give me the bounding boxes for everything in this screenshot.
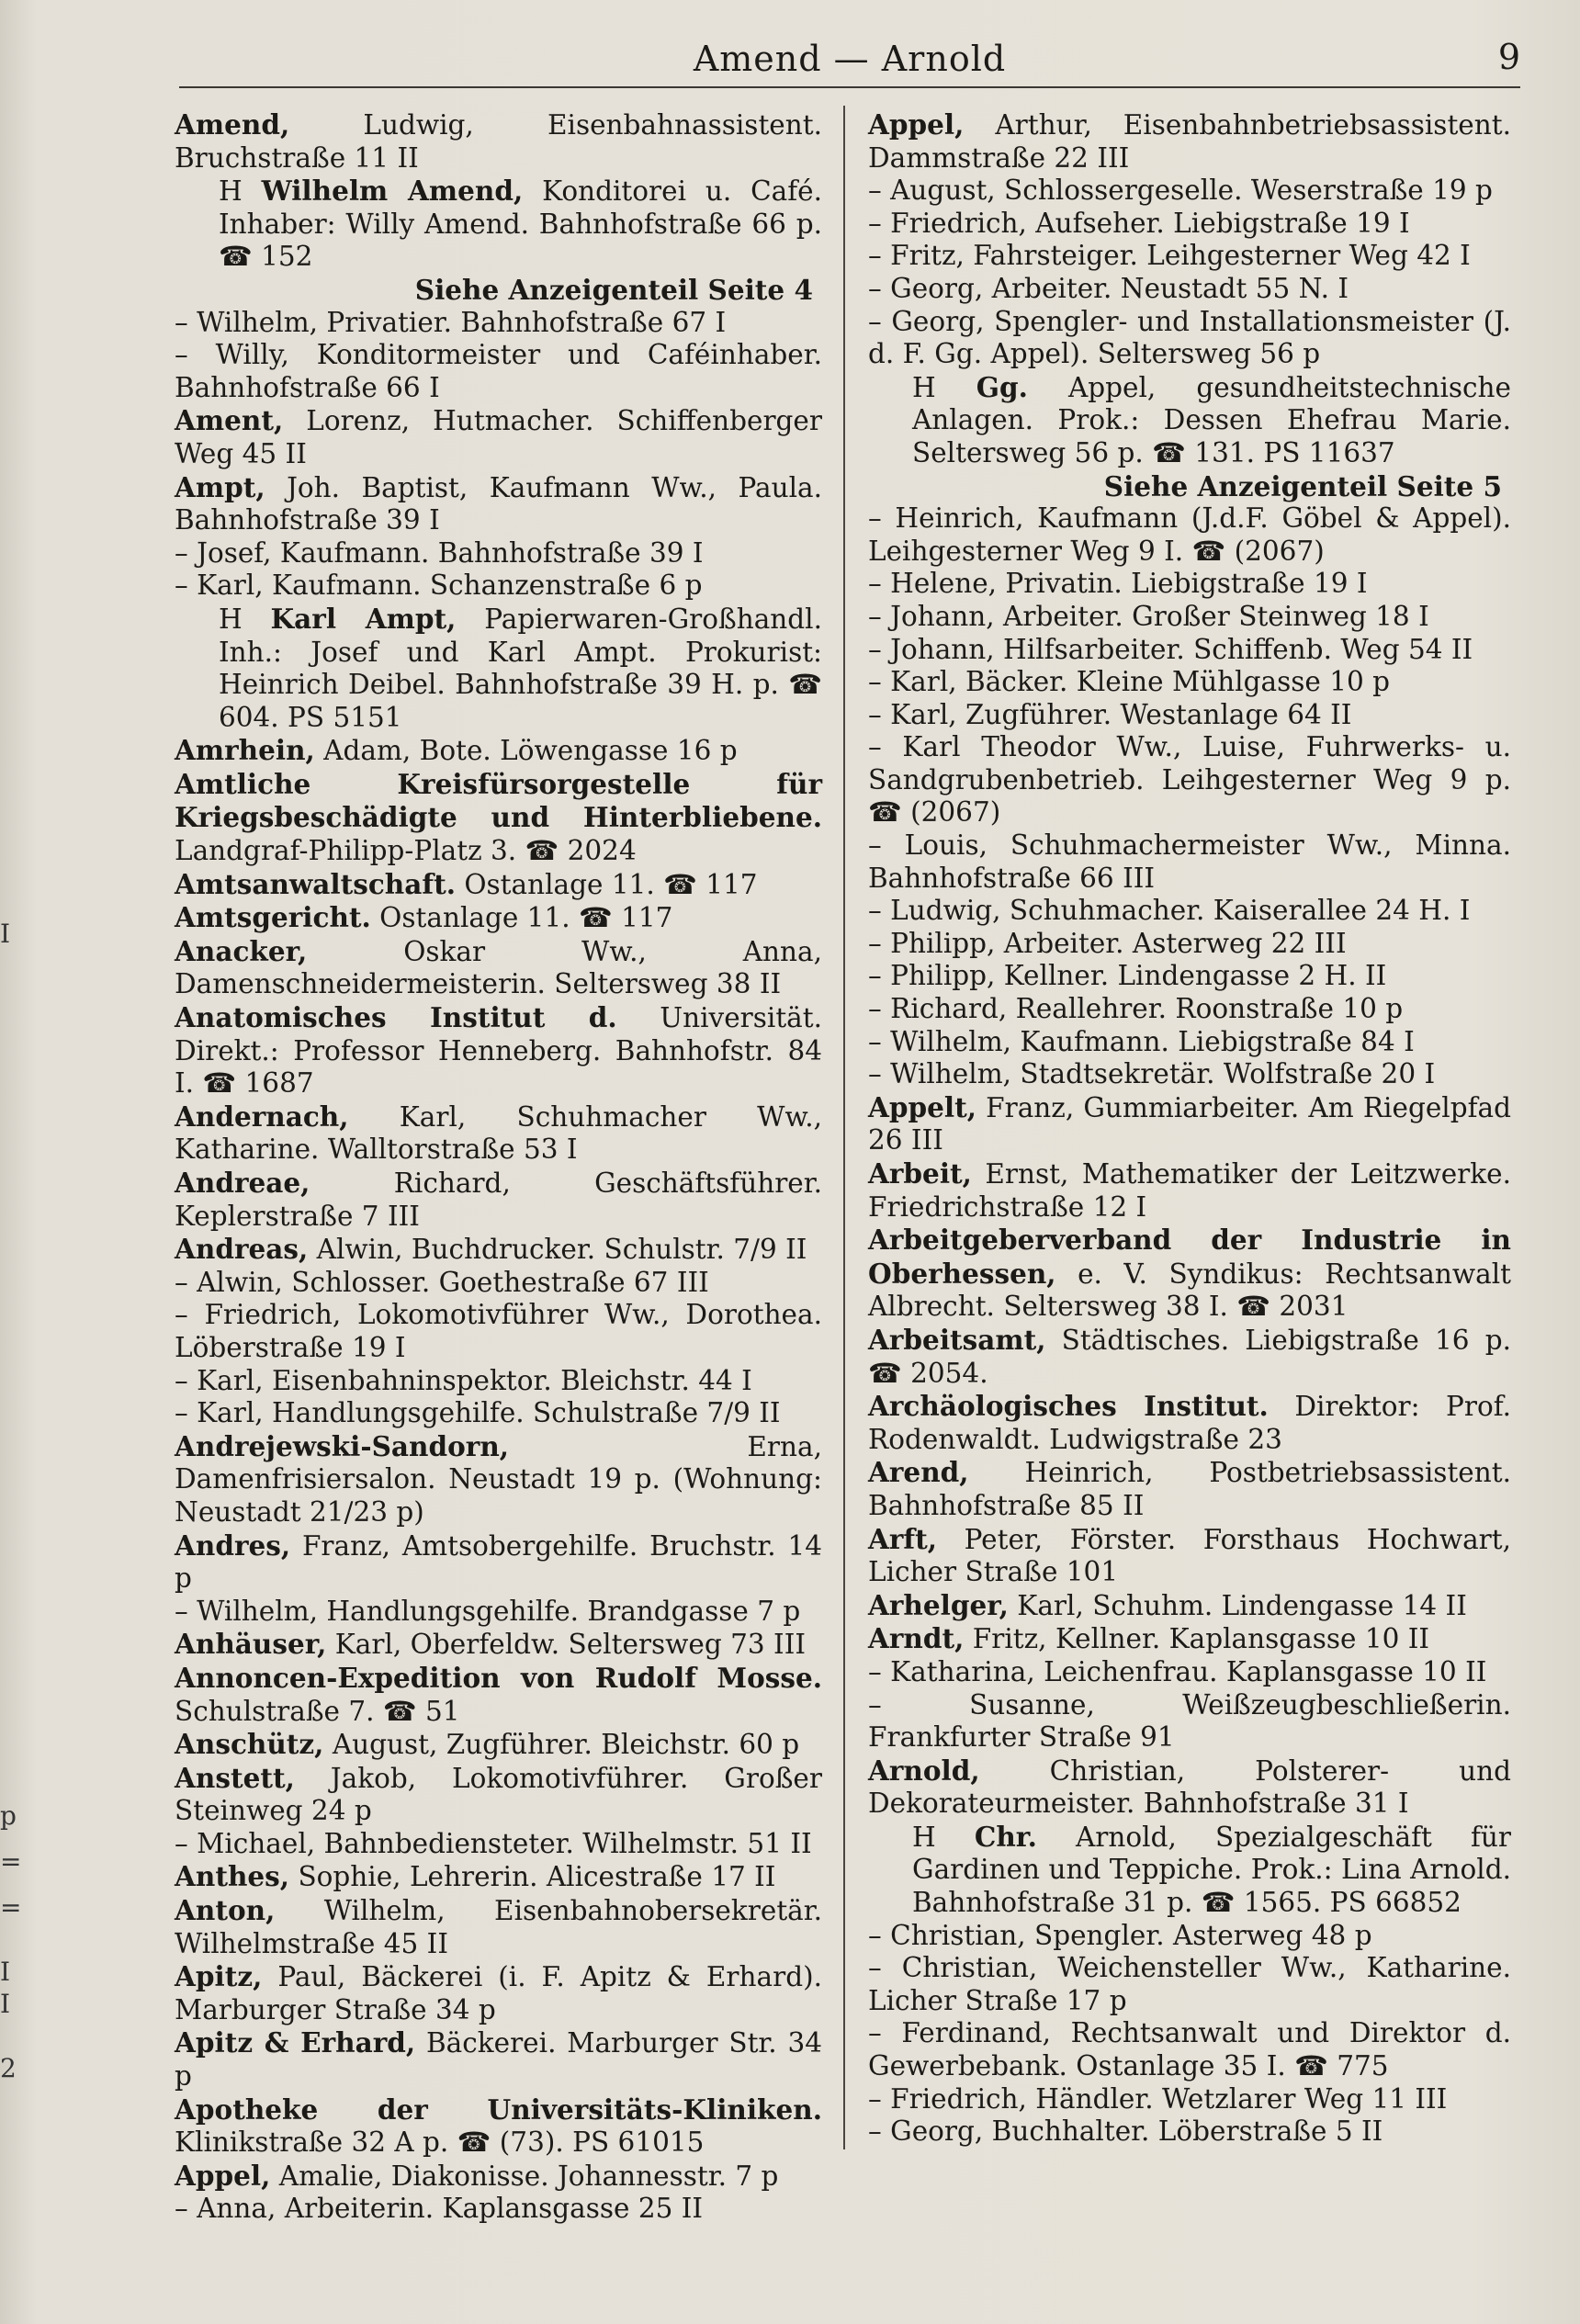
margin-mark: I (0, 1989, 11, 2019)
directory-entry: Anstett, Jakob, Lokomotivführer. Großer Steinweg 24 p (175, 1761, 822, 1827)
directory-entry: – August, Schlossergeselle. Weserstraße 19 p (868, 175, 1493, 207)
directory-entry: – Philipp, Arbeiter. Asterweg 22 III (868, 927, 1347, 959)
directory-entry: Appel, Arthur, Eisenbahnbetriebsassistent. Dammstraße 22 III (868, 108, 1511, 174)
directory-entry: Amtliche Kreisfürsorgestelle für Kriegsbeschädigte und Hinterbliebene. Landgraf-Philipp-Platz 3. ☎ 2024 (175, 767, 822, 867)
directory-entry: Anhäuser, Karl, Oberfeldw. Seltersweg 73 III (175, 1628, 807, 1661)
directory-entry: Arbeitgeberverband der Industrie in Oberhessen, e. V. Syndikus: Rechtsanwalt Albrecht. Seltersweg 38 I. ☎ 2031 (868, 1224, 1511, 1323)
directory-entry: – Wilhelm, Kaufmann. Liebigstraße 84 I (868, 1025, 1415, 1057)
directory-entry: – Friedrich, Aufseher. Liebigstraße 19 I (868, 207, 1410, 239)
directory-entry: – Georg, Buchhalter. Löberstraße 5 II (868, 2115, 1383, 2148)
advert-reference: Siehe Anzeigenteil Seite 5 (1103, 469, 1502, 502)
directory-entry: – Richard, Reallehrer. Roonstraße 10 p (868, 993, 1404, 1025)
directory-entry: – Louis, Schuhmachermeister Ww., Minna. Bahnhofstraße 66 III (868, 829, 1511, 894)
directory-entry: – Johann, Hilfsarbeiter. Schiffenb. Weg 54 II (868, 633, 1473, 665)
directory-entry: – Wilhelm, Privatier. Bahnhofstraße 67 I (175, 306, 727, 338)
directory-entry: – Wilhelm, Handlungsgehilfe. Brandgasse 7 p (175, 1595, 801, 1627)
directory-entry: H Chr. Arnold, Spezialgeschäft für Gardinen und Teppiche. Prok.: Lina Arnold. Bahnhofstraße 31 p. ☎ 1565. PS 66852 (912, 1820, 1511, 1919)
directory-entry: Ament, Lorenz, Hutmacher. Schiffenberger Weg 45 II (175, 404, 822, 469)
directory-entry: – Karl, Bäcker. Kleine Mühlgasse 10 p (868, 666, 1391, 698)
page-title: Amend — Arnold (693, 39, 1007, 79)
directory-entry: – Karl, Handlungsgehilfe. Schulstraße 7/9 II (175, 1397, 781, 1429)
directory-entry: – Katharina, Leichenfrau. Kaplansgasse 10 II (868, 1655, 1487, 1687)
directory-entry: Amrhein, Adam, Bote. Löwengasse 16 p (175, 734, 738, 767)
directory-entry: – Karl, Zugführer. Westanlage 64 II (868, 698, 1352, 730)
directory-entry: Arbeitsamt, Städtisches. Liebigstraße 16 p. ☎ 2054. (868, 1323, 1511, 1389)
directory-entry: Arbeit, Ernst, Mathematiker der Leitzwerke. Friedrichstraße 12 I (868, 1157, 1511, 1223)
directory-entry: Archäologisches Institut. Direktor: Prof. Rodenwaldt. Ludwigstraße 23 (868, 1390, 1511, 1455)
directory-entry: – Josef, Kaufmann. Bahnhofstraße 39 I (175, 536, 704, 569)
margin-mark: = (0, 1892, 22, 1923)
margin-mark: I (0, 1957, 11, 1987)
directory-entry: – Georg, Arbeiter. Neustadt 55 N. I (868, 272, 1349, 304)
left-column (175, 108, 822, 2225)
directory-entry: Andrejewski-Sandorn, Erna, Damenfrisiersalon. Neustadt 19 p. (Wohnung: Neustadt 21/23 p) (175, 1429, 822, 1528)
directory-entry: – Christian, Weichensteller Ww., Katharine. Licher Straße 17 p (868, 1952, 1511, 2016)
directory-entry: H Karl Ampt, Papierwaren-Großhandl. Inh.: Josef und Karl Ampt. Prokurist: Heinrich Deibel. Bahnhofstraße 39 H. p. ☎ 604. PS 5151 (219, 602, 822, 733)
directory-entry: – Michael, Bahnbediensteter. Wilhelmstr. 51 II (175, 1827, 812, 1859)
directory-entry: Annoncen-Expedition von Rudolf Mosse. Schulstraße 7. ☎ 51 (175, 1661, 822, 1727)
directory-entry: Arhelger, Karl, Schuhm. Lindengasse 14 II (868, 1588, 1467, 1621)
margin-mark: = (0, 1846, 22, 1877)
directory-entry: Appelt, Franz, Gummiarbeiter. Am Riegelpfad 26 III (868, 1090, 1511, 1156)
directory-entry: Andreas, Alwin, Buchdrucker. Schulstr. 7/9 II (175, 1233, 807, 1266)
directory-entry: – Friedrich, Lokomotivführer Ww., Dorothea. Löberstraße 19 I (175, 1299, 822, 1363)
directory-entry: Anacker, Oskar Ww., Anna, Damenschneidermeisterin. Seltersweg 38 II (175, 934, 822, 1000)
directory-entry: – Anna, Arbeiterin. Kaplansgasse 25 II (175, 2193, 704, 2225)
advert-reference: Siehe Anzeigenteil Seite 4 (414, 273, 813, 306)
directory-entry: Apotheke der Universitäts-Kliniken. Klinikstraße 32 A p. ☎ (73). PS 61015 (175, 2093, 822, 2159)
directory-entry: Anthes, Sophie, Lehrerin. Alicestraße 17 II (175, 1860, 776, 1893)
directory-entry: – Johann, Arbeiter. Großer Steinweg 18 I (868, 600, 1429, 632)
page-number: 9 (1497, 37, 1520, 77)
directory-entry: – Karl Theodor Ww., Luise, Fuhrwerks- u. Sandgrubenbetrieb. Leihgesterner Weg 9 p. ☎ (2067) (868, 731, 1511, 829)
directory-entry: Appel, Amalie, Diakonisse. Johannesstr. 7 p (175, 2159, 779, 2192)
margin-mark: p (0, 1800, 17, 1831)
margin-mark: 2 (0, 2053, 17, 2083)
directory-entry: Ampt, Joh. Baptist, Kaufmann Ww., Paula. Bahnhofstraße 39 I (175, 470, 822, 536)
directory-entry: – Philipp, Kellner. Lindengasse 2 H. II (868, 960, 1387, 992)
directory-entry: Arend, Heinrich, Postbetriebsassistent. Bahnhofstraße 85 II (868, 1456, 1511, 1521)
directory-entry: – Ludwig, Schuhmacher. Kaiserallee 24 H. I (868, 895, 1471, 927)
page-header (179, 35, 1520, 88)
directory-entry: – Georg, Spengler- und Installationsmeister (J. d. F. Gg. Appel). Seltersweg 56 p (868, 305, 1511, 370)
directory-entry: – Friedrich, Händler. Wetzlarer Weg 11 III (868, 2082, 1448, 2115)
directory-entry: Apitz & Erhard, Bäckerei. Marburger Str. 34 p (175, 2026, 822, 2093)
directory-entry: – Karl, Eisenbahninspektor. Bleichstr. 44 I (175, 1364, 752, 1396)
directory-entry: Anschütz, August, Zugführer. Bleichstr. 60 p (175, 1728, 800, 1761)
directory-entry: – Alwin, Schlosser. Goethestraße 67 III (175, 1266, 709, 1298)
directory-entry: Amend, Ludwig, Eisenbahnassistent. Bruchstraße 11 II (175, 108, 822, 174)
directory-entry: – Karl, Kaufmann. Schanzenstraße 6 p (175, 570, 703, 602)
directory-entry: – Susanne, Weißzeugbeschließerin. Frankfurter Straße 91 (868, 1688, 1511, 1754)
directory-entry: Anton, Wilhelm, Eisenbahnobersekretär. Wilhelmstraße 45 II (175, 1894, 822, 1959)
directory-entry: – Christian, Spengler. Asterweg 48 p (868, 1919, 1372, 1951)
margin-mark: I (0, 919, 11, 949)
directory-entry: Amtsgericht. Ostanlage 11. ☎ 117 (175, 901, 673, 934)
directory-entry: – Willy, Konditormeister und Caféinhaber. Bahnhofstraße 66 I (175, 339, 822, 403)
directory-entry: Amtsanwaltschaft. Ostanlage 11. ☎ 117 (175, 867, 758, 900)
directory-entry: Anatomisches Institut d. Universität. Direkt.: Professor Henneberg. Bahnhofstr. 84 I. ☎ 1687 (175, 1001, 822, 1100)
directory-entry: Arft, Peter, Förster. Forsthaus Hochwart, Licher Straße 101 (868, 1522, 1511, 1588)
directory-entry: Arnold, Christian, Polsterer- und Dekorateurmeister. Bahnhofstraße 31 I (868, 1754, 1511, 1820)
directory-entry: Apitz, Paul, Bäckerei (i. F. Apitz & Erhard). Marburger Straße 34 p (175, 1960, 822, 2025)
column-divider (843, 106, 845, 2149)
right-column (868, 108, 1511, 2166)
directory-entry: Andres, Franz, Amtsobergehilfe. Bruchstr. 14 p (175, 1529, 822, 1595)
directory-entry: – Heinrich, Kaufmann (J.d.F. Göbel & Appel). Leihgesterner Weg 9 I. ☎ (2067) (868, 502, 1511, 567)
directory-entry: – Helene, Privatin. Liebigstraße 19 I (868, 568, 1368, 600)
directory-entry: – Ferdinand, Rechtsanwalt und Direktor d. Gewerbebank. Ostanlage 35 I. ☎ 775 (868, 2017, 1511, 2082)
directory-entry: Andreae, Richard, Geschäftsführer. Keplerstraße 7 III (175, 1167, 822, 1232)
directory-entry: Arndt, Fritz, Kellner. Kaplansgasse 10 II (868, 1622, 1430, 1655)
directory-entry: – Wilhelm, Stadtsekretär. Wolfstraße 20 I (868, 1058, 1436, 1090)
directory-entry: – Fritz, Fahrsteiger. Leihgesterner Weg 42 I (868, 240, 1471, 272)
directory-entry: H Wilhelm Amend, Konditorei u. Café. Inhaber: Willy Amend. Bahnhofstraße 66 p. ☎ 152 (219, 175, 822, 273)
directory-entry: H Gg. Appel, gesundheitstechnische Anlagen. Prok.: Dessen Ehefrau Marie. Seltersweg 56 p. ☎ 131. PS 11637 (912, 370, 1511, 468)
directory-entry: Andernach, Karl, Schuhmacher Ww., Katharine. Walltorstraße 53 I (175, 1100, 822, 1166)
